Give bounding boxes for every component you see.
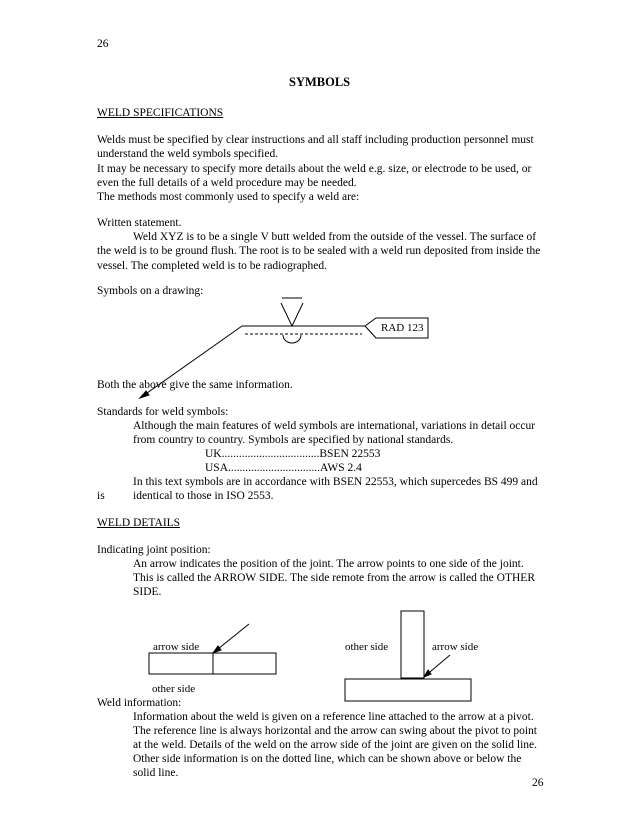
spec-line: understand the weld symbols specified. (97, 148, 279, 160)
weld-info-line: Information about the weld is given on a reference line attached to the arrow at a pivot. (133, 711, 534, 723)
weld-info-line: at the weld. Details of the weld on the arrow side of the joint are given on the solid line. (133, 739, 537, 751)
standards-note-line: In this text symbols are in accordance with BSEN 22553, which supercedes BS 499 and (133, 476, 538, 488)
standard-usa: USA................................AWS 2.4 (205, 462, 362, 474)
sealing-run-symbol (283, 335, 301, 343)
page-title: SYMBOLS (289, 75, 351, 89)
weld-details-heading: WELD DETAILS (97, 517, 181, 529)
vertical-plate (401, 611, 424, 678)
joint-line-text: An arrow indicates the position of the joint. The arrow points to one side of the joint. (133, 558, 524, 570)
weld-info-line: The reference line is always horizontal and the arrow can swing about the pivot to point (133, 725, 537, 737)
joint-line-text: This is called the ARROW SIDE. The side remote from the arrow is called the OTHER (133, 572, 535, 584)
standards-note-line: identical to those in ISO 2553. (133, 490, 274, 502)
weld-info-line: solid line. (133, 767, 179, 779)
left-other-side-label: other side (152, 683, 196, 695)
standards-line: from country to country. Symbols are specified by national standards. (133, 434, 454, 446)
spec-line: The methods most commonly used to specify a weld are: (97, 191, 360, 203)
standard-uk: UK..................................BSEN 22553 (205, 448, 381, 460)
arrow-head-right (424, 670, 431, 677)
weld-specifications-heading: WELD SPECIFICATIONS (97, 107, 224, 119)
base-plate (345, 679, 471, 701)
symbols-drawing-label: Symbols on a drawing: (97, 285, 204, 297)
weld-info-line: Other side information is on the dotted line, which can be shown above or below the (133, 753, 522, 765)
same-information-text: Both the above give the same information. (97, 379, 293, 391)
spec-line: Welds must be specified by clear instructions and all staff including production personnel must (97, 134, 534, 146)
v-groove-symbol (281, 303, 303, 326)
left-arrow-side-label: arrow side (153, 641, 200, 653)
right-other-side-label: other side (345, 641, 389, 653)
right-arrow-side-label: arrow side (432, 641, 479, 653)
written-statement-line: the weld is to be ground flush. The root is to be sealed with a weld run deposited from inside the (97, 245, 541, 257)
joint-diagram-right (345, 611, 471, 701)
weld-information-label: Weld information: (97, 697, 182, 709)
standards-note-prefix: is (97, 490, 105, 502)
written-statement-label: Written statement. (97, 217, 182, 229)
page-number-top: 26 (97, 38, 109, 50)
spec-line: It may be necessary to specify more details about the weld e.g. size, or electrode to be used, or (97, 163, 532, 175)
spec-line: even the full details of a weld procedure may be needed. (97, 177, 357, 189)
written-statement-line: Weld XYZ is to be a single V butt welded from the outside of the vessel. The surface of (133, 231, 537, 243)
standards-heading: Standards for weld symbols: (97, 406, 229, 418)
page-number-bottom: 26 (532, 777, 544, 789)
standards-line: Although the main features of weld symbols are international, variations in detail occur (133, 420, 536, 432)
joint-line-text: SIDE. (133, 586, 162, 598)
tail-text: RAD 123 (381, 322, 424, 334)
written-statement-line: vessel. The completed weld is to be radiographed. (97, 260, 328, 272)
joint-position-label: Indicating joint position: (97, 544, 211, 556)
